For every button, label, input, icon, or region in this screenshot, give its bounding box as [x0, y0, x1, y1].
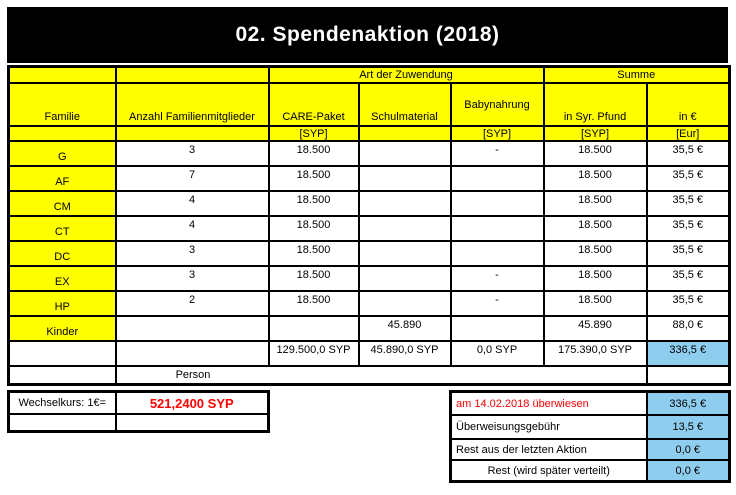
syp-cell: 18.500 [544, 241, 647, 266]
family-cell: EX [9, 266, 116, 291]
title-bar [7, 7, 728, 63]
baby-cell: - [451, 266, 544, 291]
summary-row [451, 415, 730, 439]
empty-cell [359, 126, 451, 141]
person-label: Person [175, 369, 211, 381]
table-row [9, 216, 730, 241]
total-syp-cell: 175.390,0 SYP [544, 341, 647, 366]
summary-row [451, 439, 730, 460]
members-cell: 4 [116, 216, 269, 241]
unit-eur: [Eur] [647, 126, 730, 141]
empty-cell [9, 414, 116, 432]
family-cell: AF [9, 166, 116, 191]
summary-table [449, 390, 731, 483]
empty-cell [116, 414, 269, 432]
previous-rest-value: 0,0 € [647, 439, 730, 460]
total-eur-cell: 336,5 € [647, 341, 730, 366]
empty-cell [116, 67, 269, 84]
previous-rest-label: Rest aus der letzten Aktion [451, 439, 647, 460]
transfer-fee-value: 13,5 € [647, 415, 730, 439]
members-cell: 3 [116, 141, 269, 166]
syp-cell: 18.500 [544, 291, 647, 316]
baby-cell: - [451, 141, 544, 166]
empty-cell [9, 341, 116, 366]
schul-cell [359, 216, 451, 241]
family-cell: DC [9, 241, 116, 266]
person-row [9, 366, 730, 385]
unit-syp: [SYP] [544, 126, 647, 141]
baby-cell [451, 191, 544, 216]
members-cell [116, 316, 269, 341]
total-care-cell: 129.500,0 SYP [269, 341, 359, 366]
schul-cell [359, 166, 451, 191]
schul-cell [359, 241, 451, 266]
column-header-syp: in Syr. Pfund [544, 83, 647, 126]
table-row [9, 241, 730, 266]
eur-cell: 35,5 € [647, 141, 730, 166]
syp-cell: 18.500 [544, 191, 647, 216]
eur-cell: 35,5 € [647, 191, 730, 216]
care-cell [269, 316, 359, 341]
syp-cell: 45.890 [544, 316, 647, 341]
summary-row [451, 392, 730, 416]
exchange-rate-table [7, 390, 270, 433]
schul-cell [359, 191, 451, 216]
page-title: 02. Spendenaktion (2018) [235, 23, 500, 46]
column-header-schulmaterial: Schulmaterial [359, 83, 451, 126]
members-cell: 7 [116, 166, 269, 191]
column-header-babynahrung: Babynahrung [451, 83, 544, 126]
baby-cell [451, 316, 544, 341]
care-cell: 18.500 [269, 241, 359, 266]
care-cell: 18.500 [269, 141, 359, 166]
exchange-rate-label: Wechselkurs: 1€= [9, 392, 116, 415]
syp-cell: 18.500 [544, 166, 647, 191]
baby-cell: - [451, 291, 544, 316]
family-cell: Kinder [9, 316, 116, 341]
members-cell: 4 [116, 191, 269, 216]
care-cell: 18.500 [269, 166, 359, 191]
column-header-familie: Familie [9, 83, 116, 126]
eur-cell: 35,5 € [647, 241, 730, 266]
group-header-row [9, 67, 730, 84]
eur-cell: 35,5 € [647, 216, 730, 241]
schul-cell [359, 141, 451, 166]
empty-cell [116, 126, 269, 141]
family-cell: CM [9, 191, 116, 216]
eur-cell: 35,5 € [647, 291, 730, 316]
table-row [9, 266, 730, 291]
empty-cell [9, 126, 116, 141]
baby-cell [451, 166, 544, 191]
care-cell: 18.500 [269, 191, 359, 216]
transfer-date-label: am 14.02.2018 überwiesen [451, 392, 647, 416]
table-row [9, 316, 730, 341]
family-cell: CT [9, 216, 116, 241]
family-cell: HP [9, 291, 116, 316]
members-cell: 2 [116, 291, 269, 316]
summary-row [451, 460, 730, 482]
care-cell: 18.500 [269, 216, 359, 241]
eur-cell: 88,0 € [647, 316, 730, 341]
schul-cell: 45.890 [359, 316, 451, 341]
rest-later-label: Rest (wird später verteilt) [451, 460, 647, 482]
person-cell [116, 366, 647, 385]
eur-cell: 35,5 € [647, 266, 730, 291]
rest-later-value: 0,0 € [647, 460, 730, 482]
empty-cell [9, 366, 116, 385]
syp-cell: 18.500 [544, 216, 647, 241]
table-row [9, 141, 730, 166]
column-header-mitglieder: Anzahl Familienmitglieder [116, 83, 269, 126]
exchange-rate-value: 521,2400 SYP [116, 392, 269, 415]
unit-baby: [SYP] [451, 126, 544, 141]
eur-cell: 35,5 € [647, 166, 730, 191]
transfer-fee-label: Überweisungsgebühr [451, 415, 647, 439]
group-header-summe: Summe [544, 67, 730, 84]
total-baby-cell: 0,0 SYP [451, 341, 544, 366]
family-cell: G [9, 141, 116, 166]
baby-cell [451, 241, 544, 266]
table-row [9, 191, 730, 216]
unit-care: [SYP] [269, 126, 359, 141]
schul-cell [359, 266, 451, 291]
table-row [9, 291, 730, 316]
syp-cell: 18.500 [544, 266, 647, 291]
empty-row [9, 414, 269, 432]
empty-cell [9, 67, 116, 84]
empty-cell [647, 366, 730, 385]
care-cell: 18.500 [269, 266, 359, 291]
schul-cell [359, 291, 451, 316]
syp-cell: 18.500 [544, 141, 647, 166]
column-header-row [9, 83, 730, 126]
column-header-eur: in € [647, 83, 730, 126]
members-cell: 3 [116, 241, 269, 266]
transfer-amount-value: 336,5 € [647, 392, 730, 416]
column-header-care: CARE-Paket [269, 83, 359, 126]
exchange-rate-row [9, 392, 269, 415]
donation-table [7, 65, 731, 386]
total-schul-cell: 45.890,0 SYP [359, 341, 451, 366]
members-cell: 3 [116, 266, 269, 291]
units-row [9, 126, 730, 141]
table-row [9, 166, 730, 191]
group-header-zuwendung: Art der Zuwendung [269, 67, 544, 84]
totals-row [9, 341, 730, 366]
baby-cell [451, 216, 544, 241]
care-cell: 18.500 [269, 291, 359, 316]
empty-cell [116, 341, 269, 366]
